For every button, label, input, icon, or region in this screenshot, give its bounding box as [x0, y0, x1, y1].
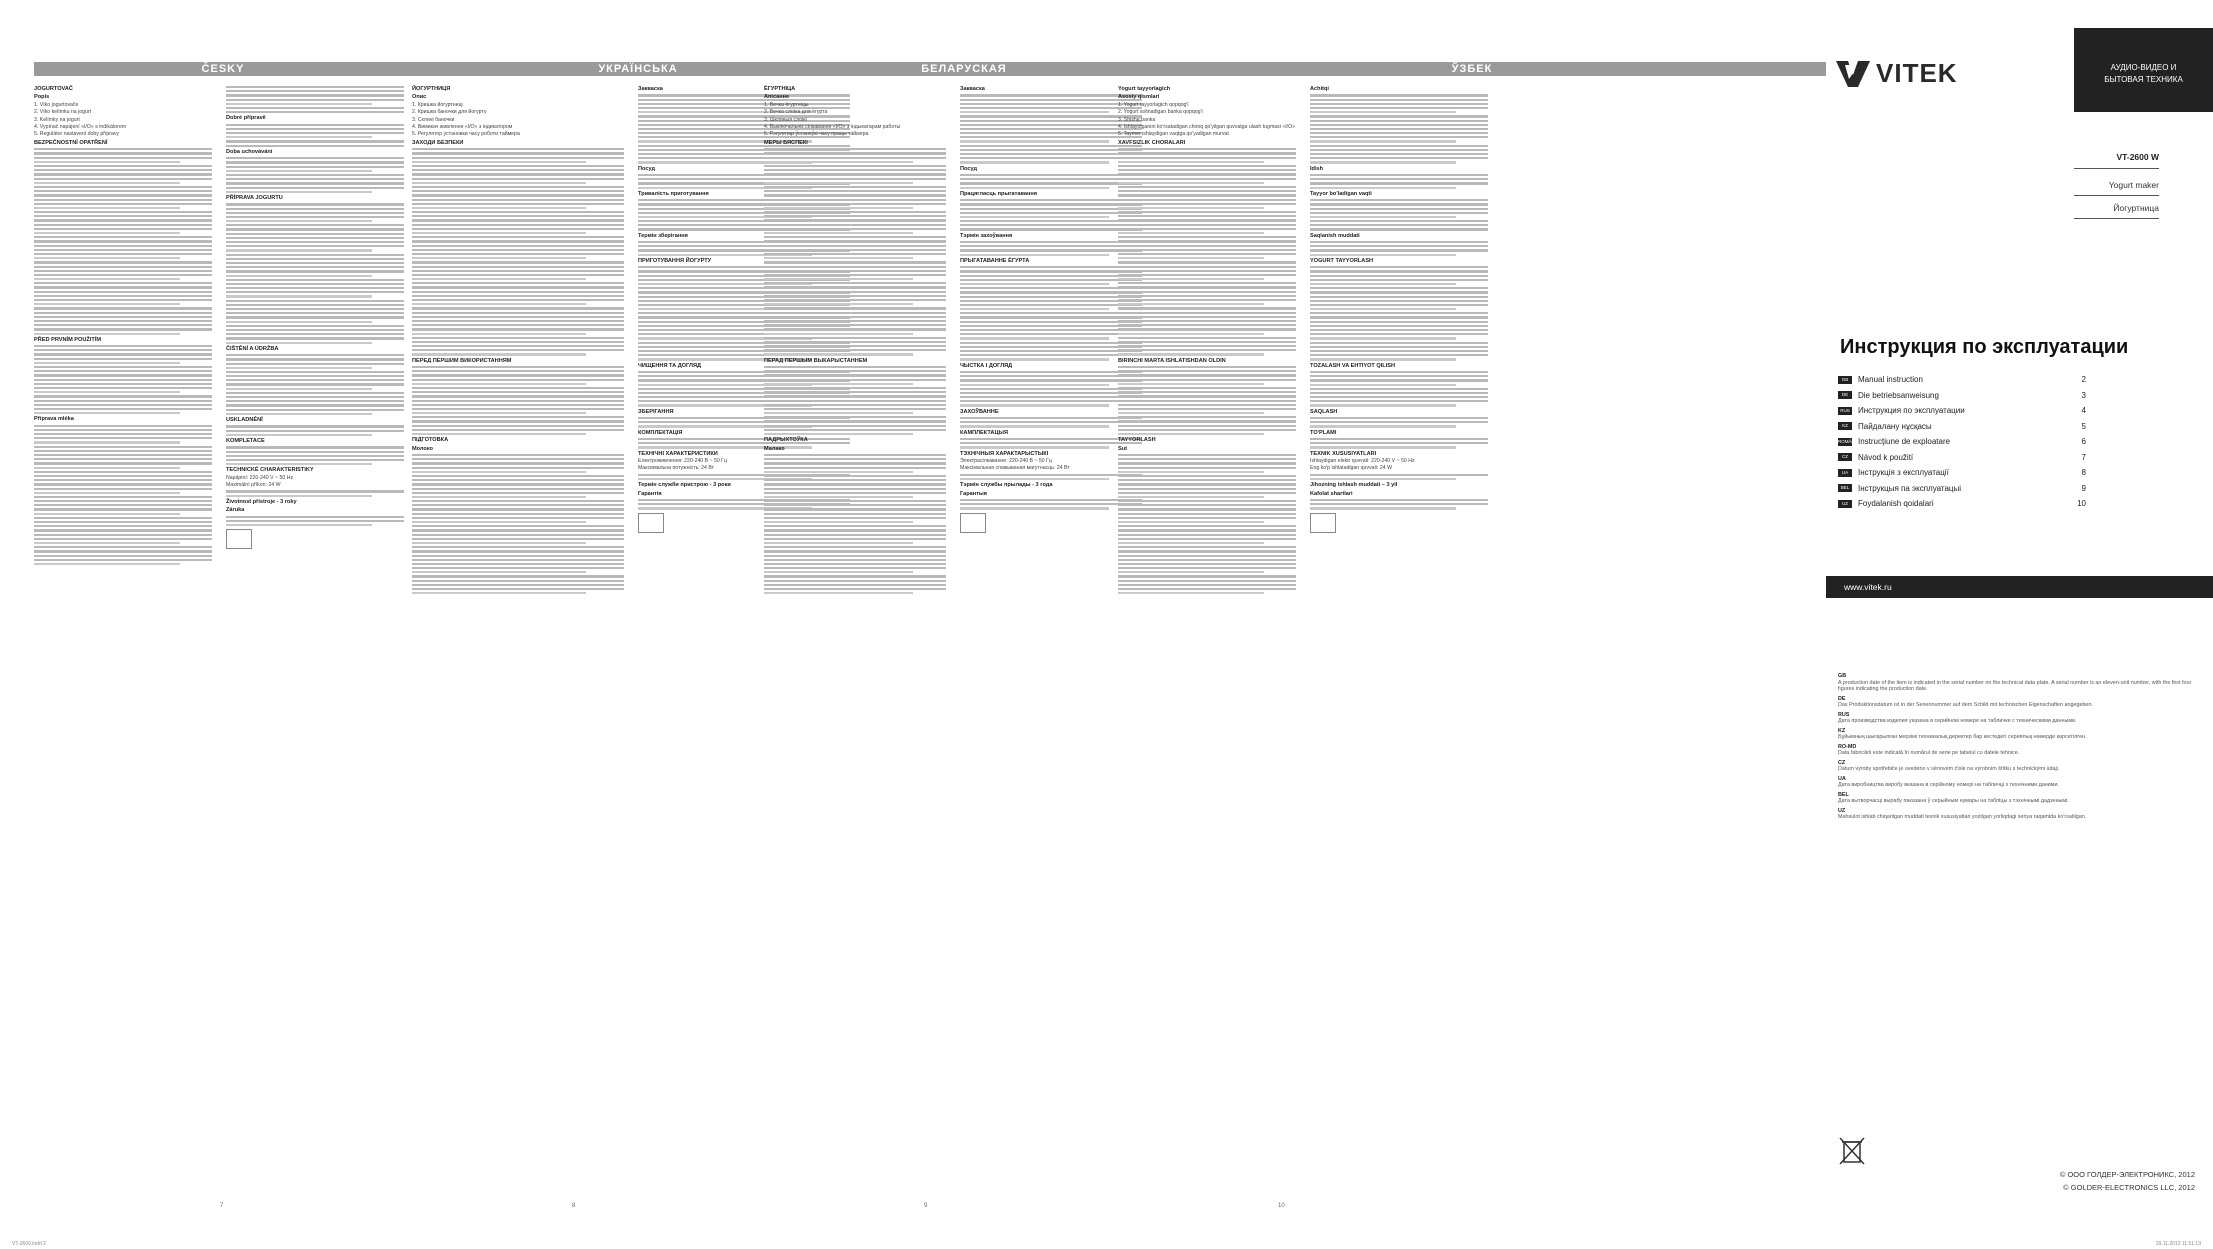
page-belarusian [764, 0, 1164, 1249]
model-number: VT-2600 W [2116, 152, 2159, 162]
service-life: Životnost přístroje - 3 roky [226, 498, 297, 505]
toc-page: 5 [2081, 421, 2086, 431]
heading: ТЕХНІЧНІ ХАРАКТЕРИСТИКИ [638, 450, 718, 457]
toc-page: 8 [2081, 468, 2086, 478]
note-text: A production date of the item is indicated in the serial number on the technical data plate. A serial number is an eleven-unit number, with the first four figures indicating the production date. [1838, 679, 2192, 692]
czech-column-1 [34, 84, 212, 1189]
heading: ČIŠTĚNÍ A ÚDRŽBA [226, 345, 279, 352]
heading: TO'PLAMI [1310, 429, 1337, 436]
page-czech [0, 0, 412, 1249]
website-link[interactable]: www.vitek.ru [1844, 582, 1892, 592]
note-code: CZ [1838, 759, 1846, 766]
heading: Popis [34, 94, 50, 101]
heading: Закваска [638, 86, 663, 92]
list-item: 5. Taymer ishlaydigan vaqtga qo'yadigan murvat [1118, 131, 1229, 138]
heading: Saqlanish muddati [1310, 232, 1360, 239]
language-code: BEL [1838, 484, 1852, 492]
toc-row[interactable] [1838, 434, 2086, 450]
heading: Гарантыя [960, 490, 987, 497]
heading: Опис [412, 94, 427, 101]
heading: XAVFSIZLIK CHORALARI [1118, 139, 1186, 146]
toc-row[interactable] [1838, 419, 2086, 435]
note-text: Datum výroby spotřebiče je uvedeno v sériovém čísle na výrobním štítku s technickými údaji. [1838, 766, 2060, 772]
heading: ЧИЩЕННЯ ТА ДОГЛЯД [638, 362, 701, 369]
heading: ЙОГУРТНИЦЯ [412, 86, 451, 92]
heading: КОМПЛЕКТАЦІЯ [638, 429, 683, 436]
heading: Doba uchovávání [226, 148, 273, 155]
note-code: DE [1838, 695, 1846, 702]
heading: ЁГУРТНІЦА [764, 86, 796, 92]
print-slug-right: 29.11.2012 11:51:13 [2155, 1241, 2201, 1247]
toc-row[interactable] [1838, 403, 2086, 419]
list-item: 5. Regulátor nastavení doby přípravy [34, 131, 120, 138]
category-block [2074, 28, 2213, 112]
list-item: 1. Víko jogurtovače [34, 101, 79, 108]
service-life: Термін служби пристрою - 3 роки [638, 482, 731, 489]
list-item: 5. Рэгулятар ўстаноўкі часу працы таймера [764, 131, 869, 138]
czech-column-2 [226, 84, 404, 1189]
list-item: 2. Кришка баночки для йогурту [412, 109, 487, 116]
heading: ТЭХНІЧНЫЯ ХАРАКТАРЫСТЫКІ [960, 450, 1049, 457]
product-name-ru: Йогуртница [2113, 203, 2159, 213]
heading: Záruka [226, 507, 245, 514]
divider [2074, 195, 2159, 196]
list-item: 2. Víko kelímku na jogurt [34, 109, 92, 116]
toc-entry-name: Manual instruction [1858, 375, 1923, 385]
toc-entry-name: Інструкція з експлуатації [1858, 468, 1949, 478]
toc-row[interactable] [1838, 388, 2086, 404]
toc-row[interactable] [1838, 496, 2086, 512]
heading: ЗБЕРІГАННЯ [638, 408, 674, 415]
toc-row[interactable] [1838, 450, 2086, 466]
heading: TAYYORLASH [1118, 437, 1156, 444]
spec-power: Максимальна потужність: 24 Вт [638, 465, 715, 472]
heading: Příprava mléka [34, 416, 74, 423]
note-code: RUS [1838, 711, 1850, 718]
spec-power: Maximální příkon: 24 W [226, 482, 281, 489]
toc-page: 3 [2081, 390, 2086, 400]
toc-entry-name: Инструкция по эксплуатации [1858, 406, 1965, 416]
page-number: 9 [924, 1203, 928, 1209]
heading: TEXNIK XUSUSIYATLARI [1310, 450, 1377, 457]
note-text: Дата производства изделия указана в серийном номере на табличке с техническими данными. [1838, 718, 2077, 724]
heading: ПРИГОТУВАННЯ ЙОГУРТУ [638, 257, 712, 264]
product-name-en: Yogurt maker [2108, 180, 2159, 190]
section-header-czech: ČESKY [34, 62, 412, 76]
heading: TECHNICKÉ CHARAKTERISTIKY [226, 467, 314, 474]
toc-page: 4 [2081, 406, 2086, 416]
category-line-1: АУДИО-ВИДЕО И [2110, 63, 2177, 72]
recycle-bin-icon [1838, 1136, 1866, 1166]
note-text: Mahsulot ishlab chiqarilgan muddati texnik xususiyatlari yozilgan yorliqdagi seriya raqamida ko'rsatilgan. [1838, 814, 2087, 820]
heading: Achitqi [1310, 86, 1329, 92]
heading: Посуд [960, 165, 977, 172]
eac-mark-icon [1310, 513, 1336, 533]
toc-page: 7 [2081, 452, 2086, 462]
belarusian-column-1 [764, 84, 946, 1189]
note-code: UA [1838, 775, 1846, 782]
heading: PŘÍPRAVA JOGURTU [226, 194, 283, 201]
vitek-logo-icon [1836, 61, 1870, 87]
uzbek-column-1 [1118, 84, 1296, 1189]
language-code: DE [1838, 391, 1852, 399]
heading: ПЕРАД ПЕРШЫМ ВЫКАРЫСТАННЕМ [764, 357, 868, 364]
heading: Посуд [638, 165, 655, 172]
section-header-ukrainian: УКРАЇНСЬКА [412, 62, 864, 76]
heading: ЗАХОДИ БЕЗПЕКИ [412, 139, 464, 146]
language-code: GB [1838, 376, 1852, 384]
table-of-contents [1838, 372, 2086, 512]
heading: Гарантія [638, 490, 662, 497]
toc-row[interactable] [1838, 481, 2086, 497]
heading: Asosiy qismlari [1118, 94, 1160, 101]
list-item: 4. Выключальнік сілкавання «I/O» з індыкатарам работы [764, 124, 901, 131]
list-item: 1. Кришка йогуртниці [412, 101, 463, 108]
section-header-uzbek: ЎЗБЕК [1118, 62, 1826, 76]
note-code: BEL [1838, 791, 1849, 798]
eac-mark-icon [226, 529, 252, 549]
toc-entry-name: Návod k použití [1858, 452, 1914, 462]
note-text: Das Produktionsdatum ist in der Seriennummer auf dem Schild mit technischen Eigenschaften angegeben. [1838, 702, 2093, 708]
list-item: 3. Shisha banka [1118, 116, 1156, 123]
list-item: 4. Ishlayotganini ko'rsatadigan chiroq qo'yilgan quvvatga ulash tugmasi «I/O» [1118, 124, 1296, 131]
note-code: RO-MD [1838, 743, 1857, 750]
toc-row[interactable] [1838, 372, 2086, 388]
heading: Kafolat shartlari [1310, 490, 1353, 497]
language-code: UA [1838, 469, 1852, 477]
heading: КАМПЛЕКТАЦЫЯ [960, 429, 1009, 436]
note-text: Бұйымның шығарылған мерзімі техникалық деректер бар кестедегі сериялық нөмерде көрсетілген. [1838, 734, 2087, 740]
toc-entry-name: Instrucţiune de exploatare [1858, 437, 1951, 447]
website-band [1826, 576, 2213, 598]
production-date-notes [1838, 670, 2195, 821]
service-life: Jihozning ishlash muddati – 3 yil [1310, 482, 1398, 489]
list-item: 3. Скляні баночки [412, 116, 455, 123]
eac-mark-icon [960, 513, 986, 533]
heading: SAQLASH [1310, 408, 1338, 415]
heading: Idish [1310, 165, 1324, 172]
heading: Tayyor bo'ladigan vaqti [1310, 190, 1372, 197]
heading: Закваска [960, 86, 985, 92]
print-slug-left: VT-2600.indd 2 [12, 1241, 46, 1247]
service-life: Тэрмін службы прылады - 3 года [960, 482, 1053, 489]
heading: BEZPEČNOSTNÍ OPATŘENÍ [34, 139, 108, 146]
ukrainian-column-1 [412, 84, 624, 1189]
toc-entry-name: Інструкцыя па эксплуатацыі [1858, 483, 1962, 493]
copyright-ru: © ООО ГОЛДЕР-ЭЛЕКТРОНИКС, 2012 [2059, 1170, 2195, 1179]
note-text: Data fabricării este indicată în numărul de serie pe tabelul cu datele tehnice. [1838, 750, 2020, 756]
vitek-logo [1836, 58, 1958, 89]
brand-name: VITEK [1876, 58, 1958, 88]
heading: JOGURTOVAČ [34, 86, 73, 92]
toc-page: 2 [2081, 375, 2086, 385]
note-code: GB [1838, 673, 1847, 679]
heading: BIRINCHI MARTA ISHLATISHDAN OLDIN [1118, 357, 1226, 364]
heading: Тэрмін захоўвання [960, 232, 1013, 239]
belarusian-column-2 [960, 84, 1142, 1189]
note-text: Дата вытворчасці вырабу паказана ў серыйным нумары на табліцы з тэхнічнымі дадзенымі. [1838, 798, 2069, 804]
heading: Малако [764, 445, 785, 452]
page-uzbek [1118, 0, 1826, 1249]
toc-entry-name: Die betriebsanweisung [1858, 390, 1939, 400]
language-code: RUS [1838, 407, 1852, 415]
heading: ПРЫГАТАВАННЕ ЁГУРТА [960, 257, 1030, 264]
category-line-2: БЫТОВАЯ ТЕХНИКА [2104, 75, 2183, 84]
divider [2074, 218, 2159, 219]
uzbek-column-2 [1310, 84, 1488, 1189]
language-code: CZ [1838, 453, 1852, 461]
copyright-en: © GOLDER-ELECTRONICS LLC, 2012 [2063, 1183, 2195, 1192]
spec-power: Максімальная спажываная магутнасць: 24 Вт [960, 465, 1070, 472]
heading: ПЕРЕД ПЕРШИМ ВИКОРИСТАННЯМ [412, 357, 512, 364]
manual-title: Инструкция по эксплуатации [1840, 336, 2129, 358]
list-item: 1. Вечка ёгуртніцы [764, 101, 809, 108]
heading: KOMPLETACE [226, 437, 265, 444]
note-code: UZ [1838, 807, 1846, 814]
heading: Sut [1118, 445, 1128, 452]
toc-page: 10 [2077, 499, 2086, 509]
heading: ПАДРЫХТОЎКА [764, 437, 808, 444]
list-item: 2. Вечка слоіка для ёгурта [764, 109, 828, 116]
page-number: 7 [220, 1203, 224, 1209]
heading: YOGURT TAYYORLASH [1310, 257, 1374, 264]
heading: ПІДГОТОВКА [412, 437, 449, 444]
page-number: 8 [572, 1203, 576, 1209]
toc-page: 6 [2081, 437, 2086, 447]
list-item: 3. Kelímky na jogurt [34, 116, 80, 123]
spec-power: Eng ko'p ishlatadigan quvvati: 24 W [1310, 465, 1393, 472]
section-header-belarusian: БЕЛАРУСКАЯ [764, 62, 1164, 76]
spec-voltage: Ishlaydigan elektr quvvati: 220-240 V ~ 50 Hz [1310, 457, 1415, 464]
note-code: KZ [1838, 727, 1846, 734]
heading: МЕРЫ БЯСПЕКІ [764, 139, 808, 146]
list-item: 5. Регулятор установки часу роботи таймера [412, 131, 520, 138]
language-code: KZ [1838, 422, 1852, 430]
spec-voltage: Napájení: 220-240 V ~ 50 Hz [226, 474, 294, 481]
heading: PŘED PRVNÍM POUŽITÍM [34, 336, 102, 343]
list-item: 4. Vypínač napájení «I/O» s indikátorem [34, 124, 127, 131]
heading: Апісанне [764, 94, 790, 101]
heading: Термін зберігання [638, 232, 688, 239]
eac-mark-icon [638, 513, 664, 533]
toc-row[interactable] [1838, 465, 2086, 481]
language-code: UZ [1838, 500, 1852, 508]
heading: Yogurt tayyorlagich [1118, 86, 1171, 92]
page-number: 10 [1278, 1203, 1285, 1209]
heading: Dobré přípravě [226, 115, 266, 122]
spec-voltage: Електроживлення: 220-240 В ~ 50 Гц [638, 457, 727, 464]
heading: Працягласць прыгатавання [960, 190, 1038, 197]
toc-entry-name: Foydalanish qoidalari [1858, 499, 1934, 509]
heading: TOZALASH VA EHTIYOT QILISH [1310, 362, 1396, 369]
list-item: 4. Вимикач живлення «I/O» з індикатором [412, 124, 513, 131]
list-item: 3. Шкляныя слоікі [764, 116, 807, 123]
heading: ЗАХОЎВАННЕ [960, 408, 999, 415]
spec-voltage: Электрасілкаванне: 220-240 В ~ 50 Гц [960, 457, 1052, 464]
heading: ЧЫСТКА І ДОГЛЯД [960, 362, 1013, 369]
divider [2074, 168, 2159, 169]
note-text: Дата виробництва виробу вказана в серійному номері на табличці з технічними даними. [1838, 782, 2060, 788]
toc-page: 9 [2081, 483, 2086, 493]
list-item: 2. Yogurt solinadigan banka qopqog'i [1118, 109, 1203, 116]
list-item: 1. Yogurt tayyorlagich qopqog'i [1118, 101, 1189, 108]
heading: Тривалість приготування [638, 190, 709, 197]
toc-entry-name: Пайдалану нұсқасы [1858, 421, 1932, 431]
language-code: ROMÂNĂ [1838, 438, 1858, 444]
heading: Молоко [412, 445, 433, 452]
heading: USKLADNĚNÍ [226, 416, 263, 423]
